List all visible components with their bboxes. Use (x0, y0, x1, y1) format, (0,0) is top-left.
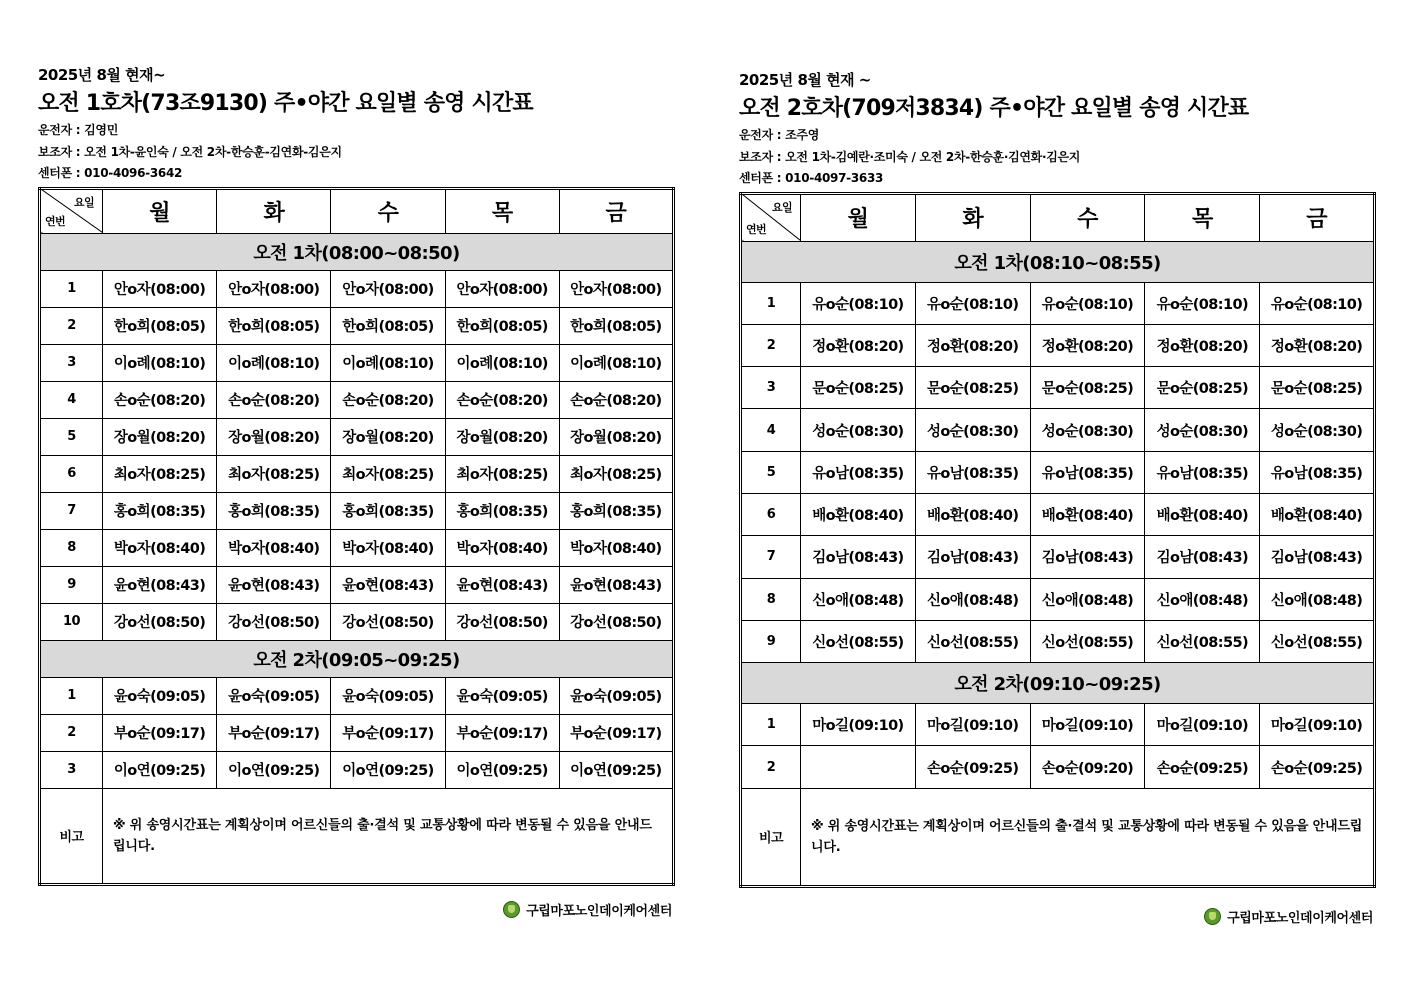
schedule-cell: 윤o숙(09:05) (559, 677, 673, 714)
schedule-cell: 이o례(08:10) (331, 344, 445, 381)
center-footer (1204, 907, 1373, 926)
note-label: 비고 (741, 788, 801, 886)
schedule-cell: 윤o현(08:43) (331, 566, 445, 603)
table-row (741, 324, 1375, 366)
schedule-cell: 배o환(08:40) (1145, 493, 1260, 535)
schedule-cell: 신o애(08:48) (1145, 578, 1260, 620)
schedule-cell: 손o순(08:20) (331, 381, 445, 418)
schedule-cell: 이o연(09:25) (331, 751, 445, 788)
schedule-cell: 윤o현(08:43) (217, 566, 331, 603)
schedule-cell: 문o순(08:25) (801, 367, 916, 409)
center-name: 구립마포노인데이케어센터 (526, 904, 672, 919)
section-header-row (741, 663, 1375, 704)
section-header-row (40, 640, 674, 677)
table-row (40, 566, 674, 603)
row-number: 4 (40, 381, 103, 418)
schedule-cell: 정o환(08:20) (915, 324, 1030, 366)
schedule-cell: 배o환(08:40) (801, 493, 916, 535)
row-number: 9 (40, 566, 103, 603)
row-number: 6 (741, 493, 801, 535)
table-row (741, 409, 1375, 451)
row-number: 1 (40, 677, 103, 714)
schedule-cell: 안o자(08:00) (103, 270, 217, 307)
schedule-cell: 안o자(08:00) (445, 270, 559, 307)
schedule-cell: 한o희(08:05) (103, 307, 217, 344)
center-footer (503, 900, 672, 919)
page-title: 오전 1호차(73조9130) 주•야간 요일별 송영 시간표 (38, 91, 533, 116)
row-number: 3 (40, 344, 103, 381)
schedule-cell: 안o자(08:00) (331, 270, 445, 307)
table-row (40, 418, 674, 455)
schedule-cell: 강o선(08:50) (445, 603, 559, 640)
schedule-cell: 마o길(09:10) (915, 704, 1030, 746)
schedule-cell: 박o자(08:40) (331, 529, 445, 566)
corner-label-day: 요일 (771, 200, 792, 214)
schedule-cell: 문o순(08:25) (1145, 367, 1260, 409)
schedule-document-2 (739, 69, 1373, 926)
schedule-cell: 이o연(09:25) (217, 751, 331, 788)
schedule-cell: 정o환(08:20) (801, 324, 916, 366)
row-number: 2 (40, 307, 103, 344)
schedule-cell: 최o자(08:25) (559, 455, 673, 492)
schedule-cell: 성o순(08:30) (801, 409, 916, 451)
schedule-cell: 홍o희(08:35) (559, 492, 673, 529)
schedule-cell: 배o환(08:40) (915, 493, 1030, 535)
day-header: 월 (801, 193, 916, 241)
row-number: 2 (741, 324, 801, 366)
schedule-cell: 정o환(08:20) (1145, 324, 1260, 366)
schedule-cell: 손o순(08:20) (559, 381, 673, 418)
assistant-info: 보조자 : 오전 1차-윤인숙 / 오전 2차-한승훈-김연화-김은지 (38, 144, 342, 159)
table-row (40, 751, 674, 788)
schedule-cell: 유o남(08:35) (1030, 451, 1145, 493)
table-row (741, 282, 1375, 324)
schedule-cell: 홍o희(08:35) (217, 492, 331, 529)
schedule-cell: 손o순(09:25) (915, 746, 1030, 788)
table-row (40, 270, 674, 307)
schedule-cell: 박o자(08:40) (217, 529, 331, 566)
section-header-row (741, 241, 1375, 282)
schedule-cell: 윤o현(08:43) (559, 566, 673, 603)
schedule-cell: 마o길(09:10) (1260, 704, 1375, 746)
table-row (40, 603, 674, 640)
schedule-cell: 손o순(08:20) (103, 381, 217, 418)
row-number: 2 (40, 714, 103, 751)
schedule-cell: 손o순(08:20) (445, 381, 559, 418)
table-row (40, 381, 674, 418)
driver-info: 운전자 : 조주영 (739, 128, 820, 142)
day-header: 목 (1145, 193, 1260, 241)
schedule-cell: 장o월(08:20) (331, 418, 445, 455)
schedule-cell: 이o례(08:10) (103, 344, 217, 381)
schedule-cell: 김o남(08:43) (1145, 536, 1260, 578)
note-text: ※ 위 송영시간표는 계획상이며 어르신들의 출·결석 및 교통상황에 따라 변동될 수 있음을 안내드립니다. (801, 788, 1375, 886)
center-logo-icon (503, 901, 520, 918)
schedule-cell: 박o자(08:40) (559, 529, 673, 566)
row-number: 5 (741, 451, 801, 493)
header-row (40, 188, 674, 233)
table-row (40, 455, 674, 492)
schedule-cell: 홍o희(08:35) (103, 492, 217, 529)
schedule-cell: 이o연(09:25) (445, 751, 559, 788)
table-row (40, 677, 674, 714)
schedule-cell: 장o월(08:20) (217, 418, 331, 455)
row-number: 3 (741, 367, 801, 409)
table-row (741, 493, 1375, 535)
center-phone: 센터폰 : 010-4097-3633 (739, 171, 884, 185)
row-number: 10 (40, 603, 103, 640)
row-number: 7 (40, 492, 103, 529)
schedule-cell: 신o선(08:55) (801, 620, 916, 662)
schedule-cell: 부o순(09:17) (217, 714, 331, 751)
schedule-cell: 이o례(08:10) (559, 344, 673, 381)
note-row (741, 788, 1375, 886)
row-number: 4 (741, 409, 801, 451)
table-row (741, 367, 1375, 409)
schedule-cell: 한o희(08:05) (217, 307, 331, 344)
schedule-cell: 신o선(08:55) (915, 620, 1030, 662)
schedule-cell: 최o자(08:25) (445, 455, 559, 492)
schedule-cell: 마o길(09:10) (801, 704, 916, 746)
center-phone: 센터폰 : 010-4096-3642 (38, 166, 183, 180)
schedule-cell: 신o애(08:48) (801, 578, 916, 620)
table-row (741, 451, 1375, 493)
schedule-cell: 손o순(08:20) (217, 381, 331, 418)
schedule-cell: 신o애(08:48) (1030, 578, 1145, 620)
header-row (741, 193, 1375, 241)
schedule-cell: 김o남(08:43) (1030, 536, 1145, 578)
schedule-cell: 유o남(08:35) (915, 451, 1030, 493)
driver-info: 운전자 : 김영민 (38, 123, 119, 137)
row-number: 8 (40, 529, 103, 566)
day-header: 금 (1260, 193, 1375, 241)
schedule-cell: 최o자(08:25) (331, 455, 445, 492)
schedule-cell: 문o순(08:25) (1260, 367, 1375, 409)
schedule-cell: 최o자(08:25) (217, 455, 331, 492)
schedule-cell: 강o선(08:50) (559, 603, 673, 640)
schedule-cell: 성o순(08:30) (915, 409, 1030, 451)
schedule-cell: 손o순(09:20) (1030, 746, 1145, 788)
schedule-cell: 홍o희(08:35) (445, 492, 559, 529)
schedule-cell: 윤o숙(09:05) (445, 677, 559, 714)
table-row (741, 746, 1375, 788)
row-number: 6 (40, 455, 103, 492)
row-number: 1 (741, 704, 801, 746)
schedule-cell: 한o희(08:05) (559, 307, 673, 344)
table-row (40, 529, 674, 566)
schedule-cell: 이o례(08:10) (445, 344, 559, 381)
schedule-cell: 부o순(09:17) (559, 714, 673, 751)
section-label: 오전 2차(09:10~09:25) (741, 663, 1375, 704)
schedule-cell: 부o순(09:17) (331, 714, 445, 751)
schedule-cell: 강o선(08:50) (217, 603, 331, 640)
table-row (40, 307, 674, 344)
schedule-cell: 유o남(08:35) (1145, 451, 1260, 493)
schedule-cell: 장o월(08:20) (103, 418, 217, 455)
schedule-cell: 신o선(08:55) (1030, 620, 1145, 662)
row-number: 8 (741, 578, 801, 620)
schedule-table (38, 187, 675, 886)
center-name: 구립마포노인데이케어센터 (1227, 911, 1373, 926)
schedule-cell: 마o길(09:10) (1145, 704, 1260, 746)
schedule-cell: 한o희(08:05) (331, 307, 445, 344)
schedule-cell: 유o남(08:35) (801, 451, 916, 493)
day-header: 수 (331, 188, 445, 233)
corner-header-cell (741, 193, 801, 241)
table-row (40, 344, 674, 381)
schedule-cell: 신o선(08:55) (1260, 620, 1375, 662)
schedule-cell: 홍o희(08:35) (331, 492, 445, 529)
day-header: 월 (103, 188, 217, 233)
schedule-cell: 부o순(09:17) (445, 714, 559, 751)
section-label: 오전 1차(08:00~08:50) (40, 233, 674, 270)
schedule-cell: 윤o숙(09:05) (103, 677, 217, 714)
schedule-cell: 문o순(08:25) (915, 367, 1030, 409)
row-number: 2 (741, 746, 801, 788)
schedule-table (739, 192, 1376, 888)
schedule-cell: 정o환(08:20) (1030, 324, 1145, 366)
corner-label-day: 요일 (73, 195, 94, 209)
schedule-cell: 마o길(09:10) (1030, 704, 1145, 746)
schedule-cell: 유o남(08:35) (1260, 451, 1375, 493)
row-number: 1 (741, 282, 801, 324)
schedule-cell: 윤o숙(09:05) (331, 677, 445, 714)
schedule-cell: 강o선(08:50) (103, 603, 217, 640)
schedule-cell: 유o순(08:10) (915, 282, 1030, 324)
schedule-cell: 최o자(08:25) (103, 455, 217, 492)
row-number: 1 (40, 270, 103, 307)
row-number: 5 (40, 418, 103, 455)
table-row (40, 492, 674, 529)
schedule-cell: 안o자(08:00) (559, 270, 673, 307)
row-number: 9 (741, 620, 801, 662)
note-row (40, 788, 674, 884)
table-row (741, 578, 1375, 620)
schedule-cell: 안o자(08:00) (217, 270, 331, 307)
note-text: ※ 위 송영시간표는 계획상이며 어르신들의 출·결석 및 교통상황에 따라 변동될 수 있음을 안내드립니다. (103, 788, 674, 884)
table-row (40, 714, 674, 751)
schedule-document-1 (38, 64, 672, 919)
schedule-cell: 배o환(08:40) (1030, 493, 1145, 535)
schedule-cell (801, 746, 916, 788)
schedule-cell: 강o선(08:50) (331, 603, 445, 640)
day-header: 화 (217, 188, 331, 233)
date-line: 2025년 8월 현재 ~ (739, 71, 871, 89)
assistant-info: 보조자 : 오전 1차-김예란·조미숙 / 오전 2차-한승훈·김연화·김은지 (739, 149, 1081, 164)
day-header: 화 (915, 193, 1030, 241)
schedule-cell: 장o월(08:20) (559, 418, 673, 455)
note-label: 비고 (40, 788, 103, 884)
section-label: 오전 1차(08:10~08:55) (741, 241, 1375, 282)
schedule-cell: 윤o현(08:43) (103, 566, 217, 603)
schedule-cell: 이o연(09:25) (103, 751, 217, 788)
schedule-cell: 배o환(08:40) (1260, 493, 1375, 535)
schedule-cell: 박o자(08:40) (103, 529, 217, 566)
date-line: 2025년 8월 현재~ (38, 66, 166, 84)
schedule-cell: 손o순(09:25) (1145, 746, 1260, 788)
corner-header-cell (40, 188, 103, 233)
center-logo-icon (1204, 908, 1221, 925)
schedule-cell: 부o순(09:17) (103, 714, 217, 751)
day-header: 수 (1030, 193, 1145, 241)
schedule-cell: 이o연(09:25) (559, 751, 673, 788)
schedule-cell: 정o환(08:20) (1260, 324, 1375, 366)
schedule-cell: 윤o현(08:43) (445, 566, 559, 603)
schedule-cell: 박o자(08:40) (445, 529, 559, 566)
schedule-cell: 유o순(08:10) (1030, 282, 1145, 324)
schedule-cell: 이o례(08:10) (217, 344, 331, 381)
schedule-cell: 신o선(08:55) (1145, 620, 1260, 662)
schedule-cell: 윤o숙(09:05) (217, 677, 331, 714)
schedule-cell: 김o남(08:43) (1260, 536, 1375, 578)
schedule-cell: 성o순(08:30) (1260, 409, 1375, 451)
schedule-cell: 한o희(08:05) (445, 307, 559, 344)
day-header: 목 (445, 188, 559, 233)
table-row (741, 704, 1375, 746)
page-title: 오전 2호차(709저3834) 주•야간 요일별 송영 시간표 (739, 96, 1249, 121)
schedule-cell: 유o순(08:10) (801, 282, 916, 324)
schedule-cell: 신o애(08:48) (1260, 578, 1375, 620)
section-header-row (40, 233, 674, 270)
table-row (741, 620, 1375, 662)
table-row (741, 536, 1375, 578)
schedule-cell: 유o순(08:10) (1145, 282, 1260, 324)
corner-label-number: 연번 (45, 214, 66, 228)
schedule-cell: 김o남(08:43) (801, 536, 916, 578)
row-number: 7 (741, 536, 801, 578)
schedule-cell: 신o애(08:48) (915, 578, 1030, 620)
corner-label-number: 연번 (746, 222, 767, 236)
schedule-cell: 손o순(09:25) (1260, 746, 1375, 788)
row-number: 3 (40, 751, 103, 788)
schedule-cell: 김o남(08:43) (915, 536, 1030, 578)
schedule-cell: 성o순(08:30) (1145, 409, 1260, 451)
schedule-cell: 성o순(08:30) (1030, 409, 1145, 451)
schedule-cell: 문o순(08:25) (1030, 367, 1145, 409)
schedule-cell: 장o월(08:20) (445, 418, 559, 455)
schedule-cell: 유o순(08:10) (1260, 282, 1375, 324)
section-label: 오전 2차(09:05~09:25) (40, 640, 674, 677)
day-header: 금 (559, 188, 673, 233)
